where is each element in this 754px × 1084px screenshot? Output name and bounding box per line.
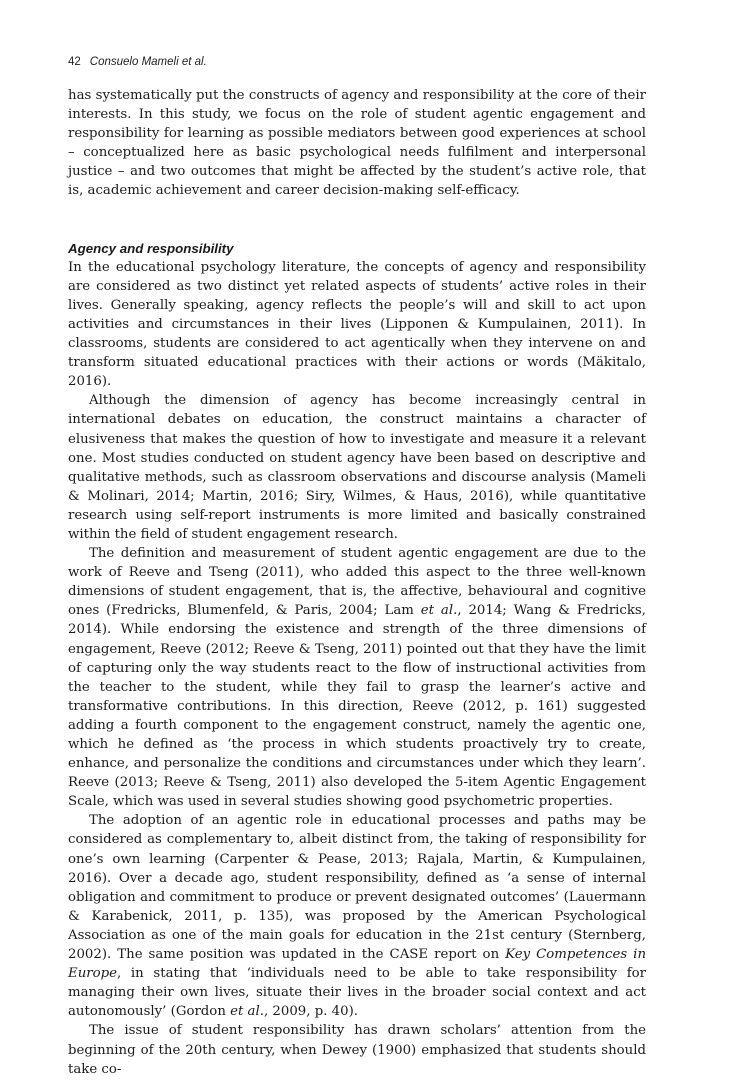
paragraph-4-text-b: , in stating that ‘individuals need to be able to take responsibility for managing their own lives, situate their lives in the broader social context and act autonomously’ (Gordon [68,966,646,1020]
intro-paragraph: has systematically put the constructs of agency and responsibility at the core of their interests. In this study, we focus on the role of student agentic engagement and responsibility for learning as possible mediators between good experiences at school – conceptualized here as basic psychological needs fulfilment and interpersonal justice – and two outcomes that might be affected by the student’s active role, that is, academic achievement and career decision-making self-efficacy. [68,88,646,199]
page [68,54,646,1079]
section-paragraph-3 [68,544,646,811]
running-head-authors: Consuelo Mameli et al. [89,56,207,68]
paragraph-4-text-a: The adoption of an agentic role in educational processes and paths may be considered as complementary to, albeit distinct from, the taking of responsibility for one’s own learning (Carpenter & Pease, 2013; Rajala, Martin, & Kumpulainen, 2016). Over a decade ago, student responsibility, defined as ‘a sense of internal obligation and commitment to produce or prevent designated outcomes’ (Lauermann & Karabenick, 2011, p. 135), was proposed by the American Psychological Association as one of the main goals for education in the 21st century (Sternberg, 2002). The same position was updated in the CASE report on [68,813,646,963]
section-heading: Agency and responsibility [68,240,234,256]
running-head [68,54,646,70]
section-paragraph-1: In the educational psychology literature, the concepts of agency and responsibility are considered as two distinct yet related aspects of students’ active roles in their lives. Generally speaking, agency reflects the people’s will and skill to act upon activities and circumstances in their lives (Lipponen & Kumpulainen, 2011). In classrooms, students are considered to act agentically when they intervene on and transform situated educational practices with their actions or words (Mäkitalo, 2016). [68,259,646,390]
section-paragraph-5: The issue of student responsibility has drawn scholars’ attention from the beginning of the 20th century, when Dewey (1900) emphasized that students should take co- [68,1023,646,1077]
report-title: Key Competences in Europe [68,947,647,982]
paragraph-4-text-c: , 2009, p. 40). [263,1004,359,1020]
page-number: 42 [68,56,81,68]
section-paragraph-4 [68,811,646,1021]
et-al-citation: et al. [230,1004,264,1020]
section-paragraph-2: Although the dimension of agency has become increasingly central in international debates on education, the construct maintains a character of elusiveness that makes the question of how to investigate and measure it a relevant one. Most studies conducted on student agency have been based on descriptive and qualitative methods, such as classroom observations and discourse analysis (Mameli & Molinari, 2014; Martin, 2016; Siry, Wilmes, & Haus, 2016), while quantitative research using self-report instruments is more limited and basically constrained within the field of student engagement research. [68,393,646,542]
et-al-citation: et al. [420,603,458,619]
paragraph-3-text-b: , 2014; Wang & Fredricks, 2014). While endorsing the existence and strength of the three dimensions of engagement, Reeve (2012; Reeve & Tseng, 2011) pointed out that they have the limit of capturing only the way students react to the flow of instructional activities from the teacher to the student, while they fail to grasp the learner’s active and transformative contributions. In this direction, Reeve (2012, p. 161) suggested adding a fourth component to the engagement construct, namely the agentic one, which he defined as ‘the process in which students proactively try to create, enhance, and personalize the conditions and circumstances under which they learn’. Reeve (2013; Reeve & Tseng, 2011) also developed the 5-item Agentic Engagement Scale, which was used in several studies showing good psychometric properties. [68,603,646,810]
paragraph-3-text-a: The definition and measurement of student agentic engagement are due to the work of Reeve and Tseng (2011), who added this aspect to the three well-known dimensions of student engagement, that is, the affective, behavioural and cognitive ones (Fredricks, Blumenfeld, & Paris, 2004; Lam [68,546,646,619]
